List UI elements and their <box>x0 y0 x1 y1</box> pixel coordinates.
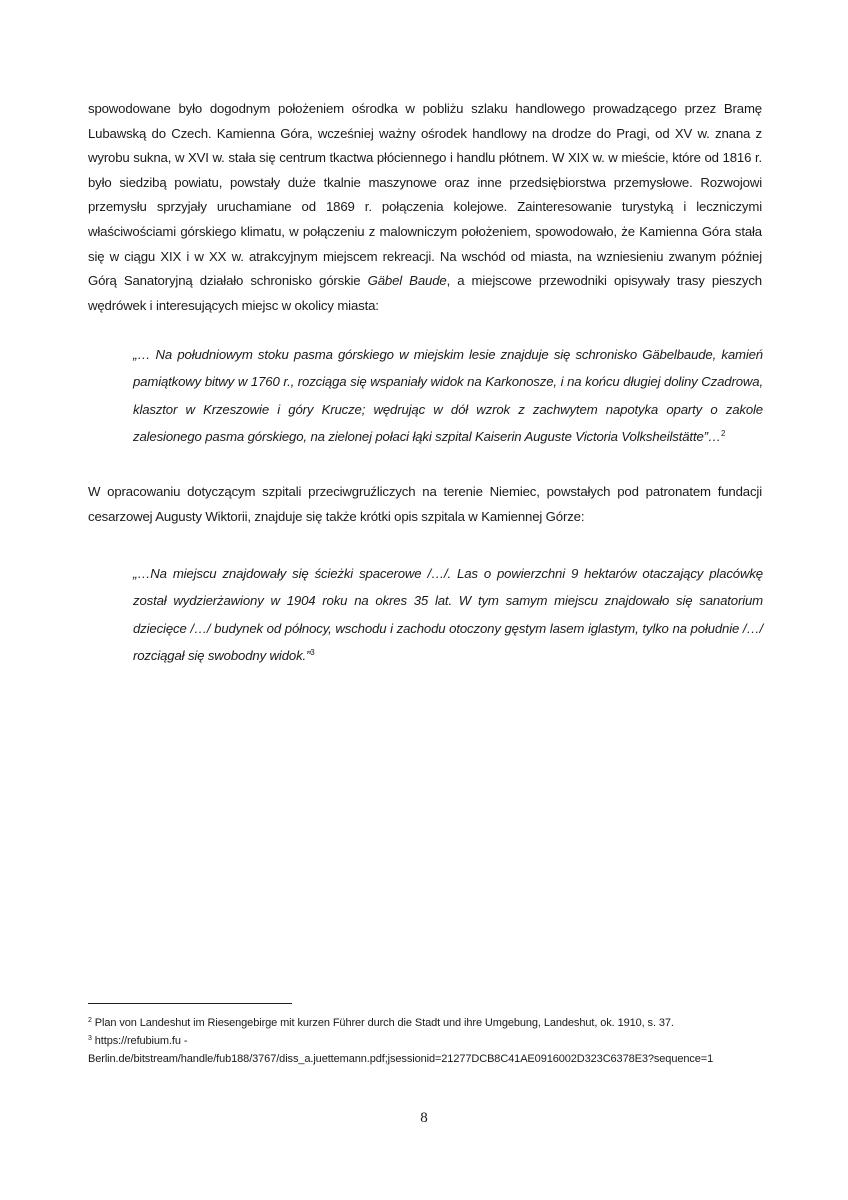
footnote-2-number: 2 <box>88 1017 92 1024</box>
block-quote-2 <box>133 560 763 669</box>
paragraph-2-text: W opracowaniu dotyczącym szpitali przeciwgruźliczych na terenie Niemiec, powstałych pod patronatem fundacji cesarzowej Augusty Wiktorii, znajduje się także krótki opis szpitala w Kamiennej Górze: <box>88 484 762 524</box>
footnote-3 <box>88 1032 778 1050</box>
paragraph-1-text-a: spowodowane było dogodnym położeniem ośrodka w pobliżu szlaku handlowego prowadzącego przez Bramę Lubawską do Czech. Kamienna Góra, wcześniej ważny ośrodek handlowy na drodze do Pragi, od XV w. znana z wyrobu sukna, w XVI w. stała się centrum tkactwa płóciennego i handlu płótnem. W XIX w. w mieście, które od 1816 r. było siedzibą powiatu, powstały duże tkalnie maszynowe oraz inne przedsiębiorstwa przemysłowe. Rozwojowi przemysłu sprzyjały uruchamiane od 1869 r. połączenia kolejowe. Zainteresowanie turystyką i leczniczymi właściwościami górskiego klimatu, w połączeniu z malowniczym położeniem, spowodowało, że Kamienna Góra stała się w ciągu XIX i w XX w. atrakcyjnym miejscem rekreacji. Na wschód od miasta, na wzniesieniu zwanym później Górą Sanatoryjną działało schronisko górskie <box>88 101 762 289</box>
body-paragraph-1 <box>88 97 762 318</box>
quote-2-text: „…Na miejscu znajdowały się ścieżki spacerowe /…/. Las o powierzchni 9 hektarów otaczający placówkę został wydzierżawiony w 1904 roku na okres 35 lat. W tym samym miejscu znajdowało się sanatorium dziecięce /…/ budynek od północy, wschodu i zachodu otoczony gęstym lasem iglastym, tylko na południe /…/ rozciągał się swobodny widok.” <box>133 566 763 663</box>
footnote-ref-2[interactable]: 2 <box>720 428 726 438</box>
footnote-ref-3[interactable]: 3 <box>310 647 315 657</box>
block-quote-1 <box>133 341 763 450</box>
body-paragraph-2 <box>88 480 762 529</box>
quote-1-text: „… Na południowym stoku pasma górskiego w miejskim lesie znajduje się schronisko Gäbelbaude, kamień pamiątkowy bitwy w 1760 r., rozciąga się wspaniały widok na Karkonosze, i na końcu długiej doliny Czadrowa, klasztor w Krzeszowie i góry Krucze; wędrując w dół wzrok z zachwytem napotyka oparty o zakole zalesionego pasma górskiego, na zielonej połaci łąki szpital Kaiserin Auguste Victoria Volksheilstätte”… <box>133 347 763 444</box>
page-number: 8 <box>420 1110 428 1126</box>
footnote-3-link-start[interactable]: https://refubium.fu - <box>94 1035 188 1047</box>
footnote-2 <box>88 1014 778 1032</box>
footnote-3-link-rest[interactable]: Berlin.de/bitstream/handle/fub188/3767/diss_a.juettemann.pdf;jsessionid=21277DCB8C41AE0916002D323C6378E3?sequence=1 <box>88 1053 714 1065</box>
footnote-3-number: 3 <box>88 1035 92 1042</box>
paragraph-1-text-b: , a miejscowe przewodniki opisywały trasy pieszych wędrówek i interesujących miejsc w okolicy miasta: <box>88 273 762 313</box>
paragraph-1-italic-name: Gäbel Baude <box>367 273 447 289</box>
footnote-2-text: Plan von Landeshut im Riesengebirge mit kurzen Führer durch die Stadt und ihre Umgebung, Landeshut, ok. 1910, s. 37. <box>94 1017 674 1029</box>
footnotes-section <box>88 1014 778 1068</box>
footnote-divider <box>88 1003 292 1004</box>
footnote-3-continued <box>88 1050 778 1068</box>
